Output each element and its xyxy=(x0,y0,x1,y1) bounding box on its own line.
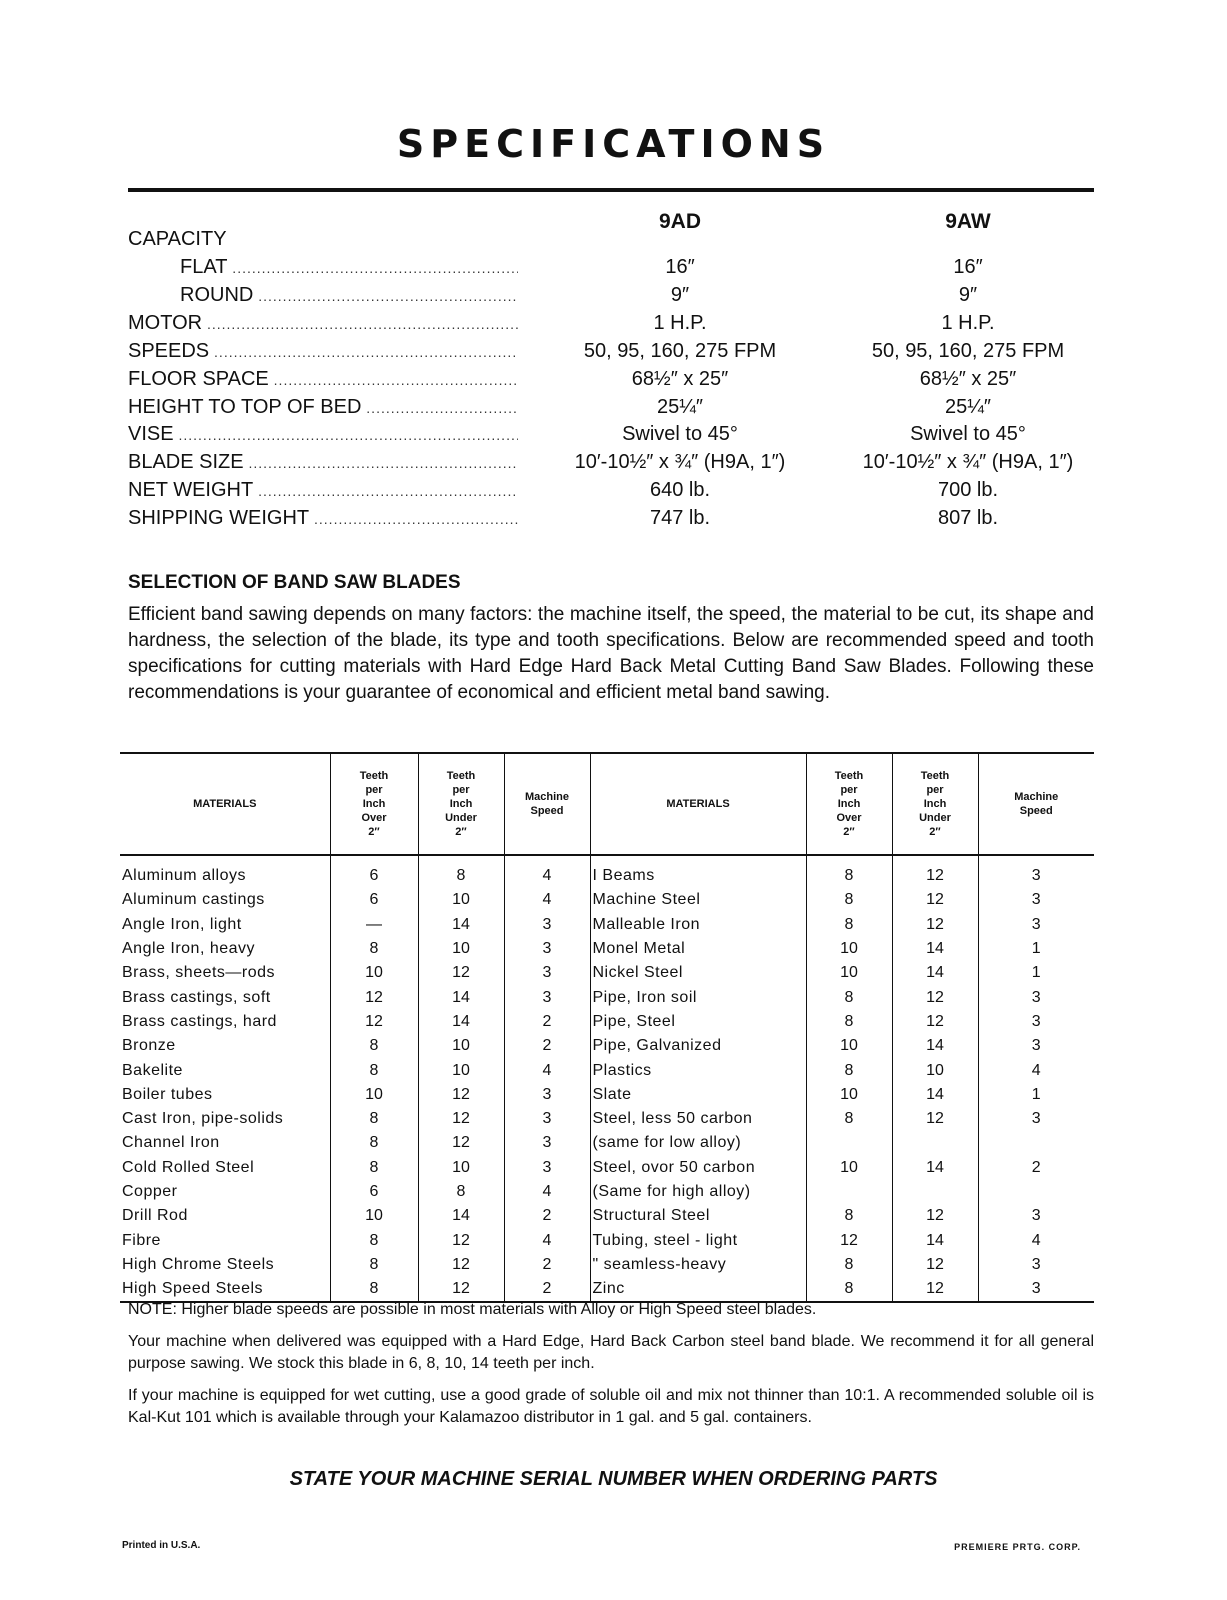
table-row xyxy=(120,1058,1094,1082)
cell-teeth-over: 8 xyxy=(806,1010,892,1034)
cell-teeth-under: 12 xyxy=(418,1131,504,1155)
cell-teeth-over: 12 xyxy=(330,985,418,1009)
cell-machine-speed: 4 xyxy=(504,1180,590,1204)
cell-machine-speed: 2 xyxy=(504,1010,590,1034)
cell-teeth-under: 12 xyxy=(892,913,978,937)
cell-machine-speed: 2 xyxy=(504,1253,590,1277)
cell-machine-speed: 3 xyxy=(504,961,590,985)
cell-teeth-under: 12 xyxy=(418,1228,504,1252)
cell-teeth-under: 12 xyxy=(418,1107,504,1131)
cell-machine-speed: 2 xyxy=(978,1156,1094,1180)
cell-teeth-over xyxy=(806,1131,892,1155)
cell-teeth-under: 8 xyxy=(418,855,504,888)
cell-material: (same for low alloy) xyxy=(590,1131,806,1155)
table-row xyxy=(120,855,1094,888)
cell-teeth-over: 8 xyxy=(806,1277,892,1302)
cell-material: Brass castings, hard xyxy=(122,1012,277,1030)
cell-machine-speed: 3 xyxy=(504,1107,590,1131)
cell-material: Pipe, Iron soil xyxy=(590,985,806,1009)
spec-value-9ad: 640 lb. xyxy=(649,479,711,502)
cell-machine-speed: 1 xyxy=(978,1083,1094,1107)
cell-material: Monel Metal xyxy=(590,937,806,961)
cell-teeth-under: 10 xyxy=(892,1058,978,1082)
cell-teeth-under: 12 xyxy=(418,1277,504,1302)
cell-teeth-over: 8 xyxy=(806,1107,892,1131)
cell-material: Zinc xyxy=(590,1277,806,1302)
cell-teeth-under: 14 xyxy=(418,1204,504,1228)
spec-value-9aw: Swivel to 45° xyxy=(910,423,1026,446)
spec-label: NET WEIGHT ..... xyxy=(128,479,518,502)
cell-material: Angle Iron, light xyxy=(122,915,242,933)
cell-teeth-over: 8 xyxy=(806,985,892,1009)
header-machine-speed: Machine Speed xyxy=(504,753,590,855)
cell-material: Brass castings, soft xyxy=(122,988,271,1006)
cell-teeth-under: 10 xyxy=(418,888,504,912)
spec-label: SHIPPING WEIGHT ..... xyxy=(128,507,518,530)
spec-value-9aw: 68½″ x 25″ xyxy=(919,367,1017,390)
table-row xyxy=(120,888,1094,912)
cell-machine-speed: 1 xyxy=(978,937,1094,961)
cell-teeth-under: 14 xyxy=(892,937,978,961)
cell-machine-speed xyxy=(978,1131,1094,1155)
spec-value-9ad: 68½″ x 25″ xyxy=(631,367,729,390)
cell-teeth-under: 8 xyxy=(418,1180,504,1204)
cell-machine-speed: 3 xyxy=(504,913,590,937)
cell-machine-speed: 3 xyxy=(504,985,590,1009)
cell-material: Nickel Steel xyxy=(590,961,806,985)
spec-value-9aw: 25¼″ xyxy=(944,395,991,418)
note-speeds: NOTE: Higher blade speeds are possible in most materials with Alloy or High Speed steel blades. xyxy=(128,1301,817,1318)
header-materials-2: MATERIALS xyxy=(590,753,806,855)
cell-machine-speed: 3 xyxy=(978,1010,1094,1034)
header-teeth-under: Teeth per Inch Under 2″ xyxy=(418,753,504,855)
cell-teeth-under: 14 xyxy=(892,1083,978,1107)
cell-material: Tubing, steel - light xyxy=(590,1228,806,1252)
cell-teeth-over: 10 xyxy=(806,1156,892,1180)
cell-teeth-under: 12 xyxy=(892,1010,978,1034)
table-row xyxy=(120,1253,1094,1277)
cell-machine-speed: 3 xyxy=(504,937,590,961)
cell-material: Copper xyxy=(122,1183,178,1200)
cell-teeth-under: 12 xyxy=(418,1253,504,1277)
cell-teeth-over: 8 xyxy=(330,1058,418,1082)
spec-value-9aw: 700 lb. xyxy=(937,479,999,502)
page-title: SPECIFICATIONS xyxy=(396,122,831,166)
spec-value-9aw: 1 H.P. xyxy=(941,311,995,334)
cell-teeth-over: 6 xyxy=(330,888,418,912)
table-row xyxy=(120,1010,1094,1034)
spec-value-9ad: 16″ xyxy=(665,256,695,278)
spec-row xyxy=(128,312,1094,340)
cell-machine-speed: 3 xyxy=(978,1107,1094,1131)
spec-label: VISE ..... xyxy=(128,423,518,446)
spec-label: MOTOR ..... xyxy=(128,312,518,335)
spec-value-9aw: 50, 95, 160, 275 FPM xyxy=(871,339,1065,362)
table-row xyxy=(120,937,1094,961)
cell-teeth-over: 6 xyxy=(330,1180,418,1204)
cell-material: High Speed Steels xyxy=(120,1277,330,1302)
spec-row xyxy=(128,368,1094,396)
table-row xyxy=(120,1228,1094,1252)
cell-teeth-under: 12 xyxy=(892,1277,978,1302)
cell-teeth-under: 14 xyxy=(892,961,978,985)
header-teeth-over-2: Teeth per Inch Over 2″ xyxy=(806,753,892,855)
spec-label: FLOOR SPACE ..... xyxy=(128,368,518,391)
cell-teeth-under xyxy=(892,1180,978,1204)
footer-printer: PREMIERE PRTG. CORP. xyxy=(954,1542,1081,1552)
cell-teeth-under: 12 xyxy=(892,985,978,1009)
cell-machine-speed: 3 xyxy=(978,913,1094,937)
table-header-row xyxy=(120,753,1094,855)
header-machine-speed-2: Machine Speed xyxy=(978,753,1094,855)
note-blade: Your machine when delivered was equipped with a Hard Edge, Hard Back Carbon steel band blade. We recommend it for all general purpose sawing. We stock this blade in 6, 8, 10, 14 teeth per inch. xyxy=(128,1333,1094,1372)
cell-machine-speed: 2 xyxy=(504,1204,590,1228)
cell-machine-speed: 3 xyxy=(978,985,1094,1009)
cell-teeth-under: 12 xyxy=(892,888,978,912)
cell-material: (Same for high alloy) xyxy=(590,1180,806,1204)
cell-teeth-under: 10 xyxy=(418,1034,504,1058)
spec-row xyxy=(128,423,1094,451)
cell-material: Brass, sheets—rods xyxy=(122,964,276,982)
cell-teeth-over: 10 xyxy=(806,937,892,961)
model-heading-9aw: 9AW xyxy=(945,210,991,233)
cell-machine-speed: 3 xyxy=(978,1034,1094,1058)
spec-row xyxy=(128,451,1094,479)
cell-teeth-over: 6 xyxy=(330,855,418,888)
cell-teeth-over: 10 xyxy=(330,1204,418,1228)
cell-teeth-under: 12 xyxy=(418,961,504,985)
cell-material: Channel Iron xyxy=(122,1134,220,1152)
cell-machine-speed: 4 xyxy=(978,1228,1094,1252)
spec-value-9aw: 9″ xyxy=(958,283,978,306)
spec-value-9ad: 25¼″ xyxy=(656,395,703,418)
spec-value-9ad: 9″ xyxy=(670,283,690,306)
spec-row xyxy=(128,396,1094,424)
cell-teeth-over: 12 xyxy=(806,1228,892,1252)
spec-value-9ad: Swivel to 45° xyxy=(622,423,738,446)
cell-material: Malleable Iron xyxy=(590,913,806,937)
cell-material: Fibre xyxy=(122,1231,161,1249)
cell-teeth-under: 12 xyxy=(892,1204,978,1228)
cell-teeth-over: 8 xyxy=(330,1156,418,1180)
spec-value-9aw: 16″ xyxy=(953,256,983,278)
spec-row xyxy=(128,479,1094,507)
cell-material: Boiler tubes xyxy=(122,1085,213,1103)
spec-label: ROUND ..... xyxy=(180,284,518,307)
cell-teeth-under: 12 xyxy=(892,855,978,888)
table-row xyxy=(120,913,1094,937)
cell-teeth-over: 8 xyxy=(806,1204,892,1228)
spec-row xyxy=(128,256,1094,284)
cell-material: Structural Steel xyxy=(590,1204,806,1228)
spec-row xyxy=(128,340,1094,368)
cell-machine-speed: 2 xyxy=(504,1277,590,1302)
section-heading: SELECTION OF BAND SAW BLADES xyxy=(128,572,461,593)
cell-material: Bakelite xyxy=(122,1061,183,1079)
cell-machine-speed: 3 xyxy=(978,888,1094,912)
cell-machine-speed: 4 xyxy=(504,1228,590,1252)
cell-teeth-over: 8 xyxy=(806,1253,892,1277)
blade-table xyxy=(120,752,1094,1303)
spec-label: FLAT ..... xyxy=(180,256,518,279)
cell-teeth-over: 8 xyxy=(330,1034,418,1058)
cell-material: Plastics xyxy=(590,1058,806,1082)
header-materials: MATERIALS xyxy=(120,753,330,855)
cell-material: High Chrome Steels xyxy=(122,1255,275,1273)
intro-paragraph: Efficient band sawing depends on many factors: the machine itself, the speed, the material to be cut, its shape and hardness, the selection of the blade, its type and tooth specifications. Below are recommended speed and tooth specifications for cutting materials with Hard Edge Hard Back Metal Cutting Band Saw Blades. Following these recommendations is your guarantee of economical and efficient metal band sawing. xyxy=(128,604,1094,703)
cell-teeth-under: 10 xyxy=(418,1156,504,1180)
cell-teeth-over: 10 xyxy=(806,1034,892,1058)
cell-teeth-under: 14 xyxy=(892,1156,978,1180)
table-row xyxy=(120,1131,1094,1155)
cell-teeth-over xyxy=(806,1180,892,1204)
cell-machine-speed: 3 xyxy=(978,1253,1094,1277)
capacity-label: CAPACITY xyxy=(128,228,227,250)
footer-printed: Printed in U.S.A. xyxy=(122,1540,201,1551)
spec-value-9aw: 807 lb. xyxy=(937,507,999,530)
cell-machine-speed: 2 xyxy=(504,1034,590,1058)
spec-value-9ad: 50, 95, 160, 275 FPM xyxy=(583,339,777,362)
cell-machine-speed: 3 xyxy=(978,1204,1094,1228)
spec-row xyxy=(128,507,1094,535)
order-instruction: STATE YOUR MACHINE SERIAL NUMBER WHEN ORDERING PARTS xyxy=(289,1468,938,1490)
table-row xyxy=(120,1083,1094,1107)
cell-machine-speed: 4 xyxy=(504,888,590,912)
table-row xyxy=(120,1156,1094,1180)
cell-teeth-over: 8 xyxy=(806,1058,892,1082)
header-teeth-over: Teeth per Inch Over 2″ xyxy=(330,753,418,855)
cell-teeth-over: — xyxy=(330,913,418,937)
note-wet-cutting: If your machine is equipped for wet cutting, use a good grade of soluble oil and mix not thinner than 10:1. A recommended soluble oil is Kal-Kut 101 which is available through your Kalamazoo distributor in 1 gal. and 5 gal. containers. xyxy=(128,1387,1094,1426)
cell-teeth-under: 14 xyxy=(418,1010,504,1034)
cell-teeth-under xyxy=(892,1131,978,1155)
cell-teeth-under: 12 xyxy=(892,1253,978,1277)
cell-teeth-over: 8 xyxy=(330,1131,418,1155)
cell-teeth-under: 10 xyxy=(418,937,504,961)
title-divider xyxy=(128,188,1094,192)
cell-material: Drill Rod xyxy=(122,1207,188,1225)
cell-machine-speed: 4 xyxy=(504,855,590,888)
table-row xyxy=(120,1180,1094,1204)
cell-teeth-over: 8 xyxy=(806,913,892,937)
cell-machine-speed: 1 xyxy=(978,961,1094,985)
table-row xyxy=(120,1204,1094,1228)
cell-teeth-over: 10 xyxy=(330,1083,418,1107)
cell-machine-speed: 3 xyxy=(504,1131,590,1155)
spec-label: SPEEDS ..... xyxy=(128,340,518,363)
cell-teeth-under: 14 xyxy=(892,1228,978,1252)
cell-machine-speed: 3 xyxy=(978,855,1094,888)
cell-material: Bronze xyxy=(122,1037,176,1055)
cell-machine-speed: 3 xyxy=(504,1156,590,1180)
cell-material: Cast Iron, pipe-solids xyxy=(122,1110,284,1128)
cell-material: Pipe, Galvanized xyxy=(590,1034,806,1058)
cell-teeth-over: 8 xyxy=(806,888,892,912)
table-row xyxy=(120,961,1094,985)
cell-material: Aluminum alloys xyxy=(122,867,246,885)
cell-machine-speed: 4 xyxy=(504,1058,590,1082)
model-heading-9ad: 9AD xyxy=(658,210,701,233)
spec-value-9ad: 747 lb. xyxy=(649,507,711,530)
cell-teeth-under: 12 xyxy=(418,1083,504,1107)
cell-teeth-over: 8 xyxy=(806,855,892,888)
cell-material: Machine Steel xyxy=(590,888,806,912)
cell-machine-speed: 3 xyxy=(504,1083,590,1107)
cell-teeth-over: 10 xyxy=(806,961,892,985)
cell-teeth-under: 14 xyxy=(418,913,504,937)
table-row xyxy=(120,1107,1094,1131)
cell-material: Steel, less 50 carbon xyxy=(590,1107,806,1131)
cell-teeth-over: 8 xyxy=(330,1228,418,1252)
cell-teeth-under: 12 xyxy=(892,1107,978,1131)
cell-teeth-under: 14 xyxy=(418,985,504,1009)
cell-teeth-over: 8 xyxy=(330,1253,418,1277)
cell-machine-speed: 4 xyxy=(978,1058,1094,1082)
cell-teeth-over: 10 xyxy=(330,961,418,985)
table-row xyxy=(120,985,1094,1009)
cell-teeth-over: 8 xyxy=(330,1107,418,1131)
cell-machine-speed: 3 xyxy=(978,1277,1094,1302)
cell-teeth-under: 14 xyxy=(892,1034,978,1058)
cell-material: Aluminum castings xyxy=(122,891,265,909)
spec-value-9aw: 10′-10½″ x ¾″ (H9A, 1″) xyxy=(862,451,1074,474)
table-row xyxy=(120,1034,1094,1058)
cell-material: Slate xyxy=(590,1083,806,1107)
cell-teeth-over: 8 xyxy=(330,937,418,961)
cell-machine-speed xyxy=(978,1180,1094,1204)
cell-material: " seamless-heavy xyxy=(590,1253,806,1277)
spec-label: BLADE SIZE ..... xyxy=(128,451,518,474)
cell-teeth-over: 12 xyxy=(330,1010,418,1034)
cell-material: Steel, ovor 50 carbon xyxy=(590,1156,806,1180)
spec-label: HEIGHT TO TOP OF BED ..... xyxy=(128,396,518,419)
cell-teeth-over: 10 xyxy=(806,1083,892,1107)
cell-material: Pipe, Steel xyxy=(590,1010,806,1034)
cell-material: I Beams xyxy=(590,855,806,888)
cell-teeth-over: 8 xyxy=(330,1277,418,1302)
spec-value-9ad: 10′-10½″ x ¾″ (H9A, 1″) xyxy=(574,451,786,474)
spec-row xyxy=(128,284,1094,312)
spec-value-9ad: 1 H.P. xyxy=(653,311,707,334)
header-teeth-under-2: Teeth per Inch Under 2″ xyxy=(892,753,978,855)
cell-teeth-under: 10 xyxy=(418,1058,504,1082)
cell-material: Angle Iron, heavy xyxy=(122,940,256,958)
cell-material: Cold Rolled Steel xyxy=(122,1158,255,1176)
